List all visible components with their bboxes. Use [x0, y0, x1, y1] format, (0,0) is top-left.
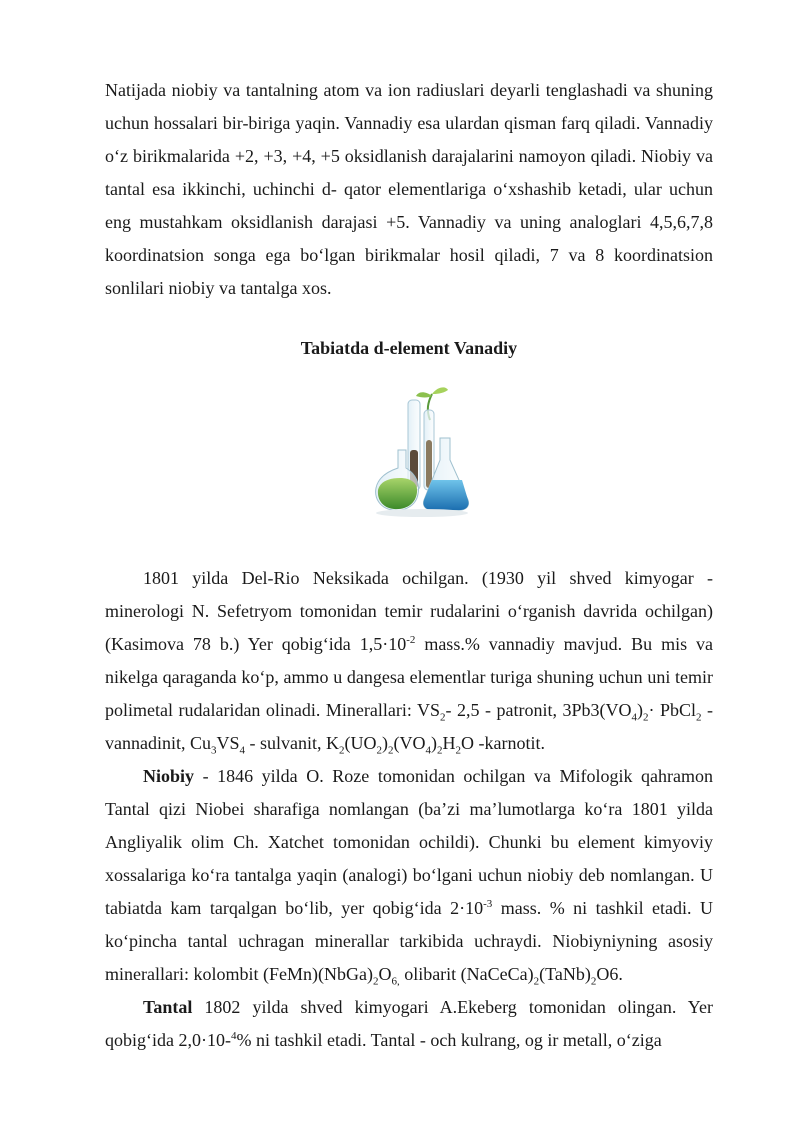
- lab-flasks-image: [370, 380, 480, 520]
- term-niobium: Niobiy: [143, 766, 195, 786]
- term-tantalum: Tantal: [143, 997, 193, 1017]
- paragraph-vanadium: 1801 yilda Del-Rio Neksikada ochilgan. (1930 yil shved kimyogar - minerologi N. Sefetryom tomonidan temir rudalarini o‘rganish davrida ochilgan) (Kasimova 78 b.) Yer qobig‘ida $1,5\cdot 10^{-2}$ mass.% vannadiy mavjud. Bu mis va nikelga qaraganda ko‘p, ammo u dangesa elementlar turiga shuning uchun uni temir polimetal rudalaridan olinadi. Minerallari: $VS_2-$ 2,5 - patronit, $3Pb3(VO_4)_2\cdot$ PbCl$_2$ - vannadinit, $Cu_3VS_4$ - sulvanit, $K_2(UO_2)_2(VO_4)_2H_2O$ -karnotit.: [105, 568, 714, 757]
- paragraph-niobium: Niobiy - 1846 yilda O. Roze tomonidan ochilgan va Mifologik qahramon Tantal qizi Niobei sharafiga nomlangan (ba’zi ma’lumotlarga ko‘ra 1801 yilda Angliyalik olim Ch. Xatchet tomonidan ochildi). Chunki bu element kimyoviy xossalariga ko‘ra tantalga yaqin (analogi) bo‘lgani uchun niobiy deb nomlangan. U tabiatda kam tarqalgan bo‘lib, yer qobig‘ida $2\cdot 10^{-3}$ mass. % ni tashkil etadi. U ko‘pincha tantal uchragan minerallar tarkibida uchraydi. Niobiyniyning asosiy minerallari: kolombit $(FeMn)(NbGa)_2O_{6,}$ olibarit $(NaCeCa)_2(TaNb)_2O6$.: [105, 766, 713, 988]
- section-heading: Tabiatda d-element Vanadiy: [300, 338, 518, 358]
- paragraph-niobium-tantalum-radii: Natijada niobiy va tantalning atom va ion radiuslari deyarli tenglashadi va shuning uchun hossalari bir-biriga yaqin. Vannadiy esa ulardan qisman farq qiladi. Vannadiy o‘z birikmalarida +2, +3, +4, +5 oksidlanish darajalarini namoyon qiladi. Niobiy va tantal esa ikkinchi, uchinchi d- qator elementlariga o‘xshashib ketadi, ular uchun eng mustahkam oksidlanish darajasi +5. Vannadiy va uning analoglari 4,5,6,7,8 koordinatsion songa ega bo‘lgan birikmalar hosil qiladi, 7 va 8 koordinatsion sonlilari niobiy va tantalga xos.: [105, 80, 713, 298]
- paragraph-tantalum: Tantal 1802 yilda shved kimyogari A.Ekeberg tomonidan olingan. Yer qobig‘ida 2,0·10-$^4$% ni tashkil etadi. Tantal - och kulrang, og ir metall, o‘ziga: [105, 997, 713, 1050]
